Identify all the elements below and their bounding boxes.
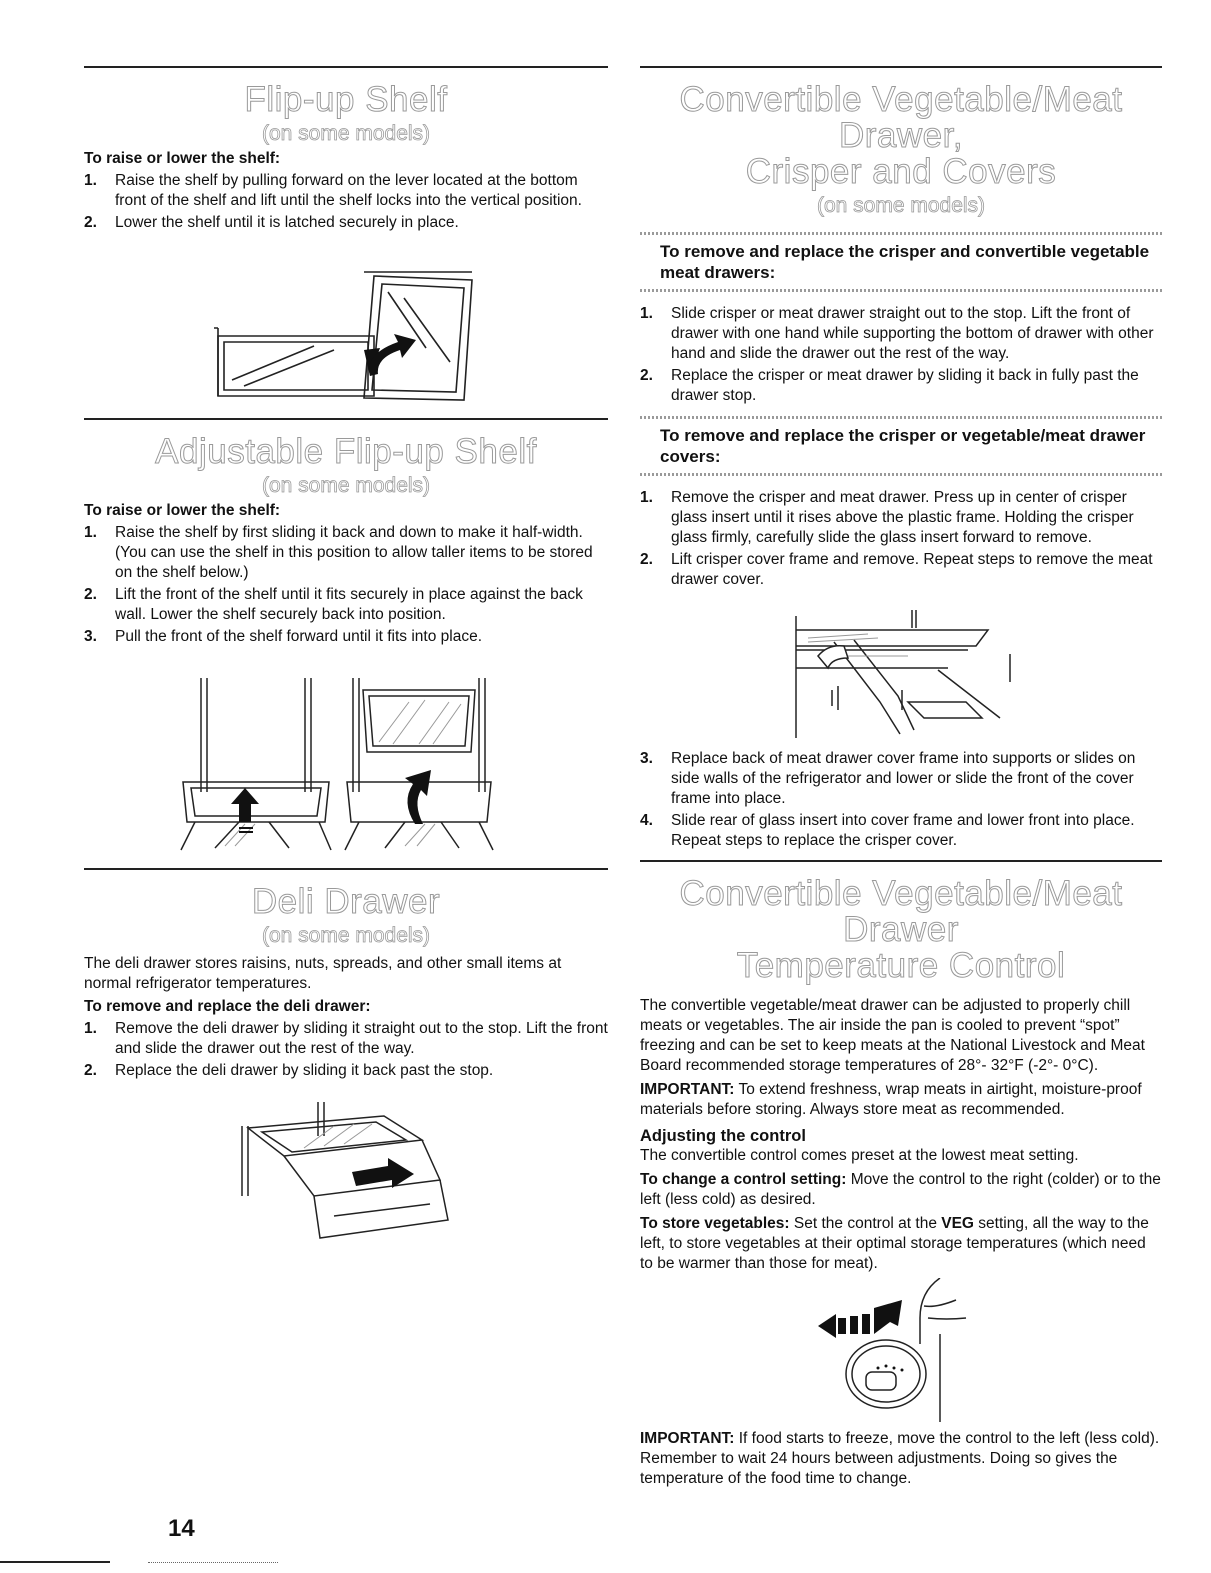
paragraph: The deli drawer stores raisins, nuts, spreads, and other small items at normal refrigerator temperatures. [84, 955, 562, 992]
step-item [84, 213, 608, 233]
step-number: 2. [640, 551, 653, 568]
step-text: Pull the front of the shelf forward until it fits into place. [115, 628, 483, 645]
step-text: Slide crisper or meat drawer straight out to the stop. Lift the front of drawer with one hand while supporting the bottom of drawer with other hand and slide the drawer out the rest of the way. [671, 305, 1154, 362]
step-number: 2. [84, 214, 97, 231]
step-text: Lower the shelf until it is latched securely in place. [115, 214, 459, 231]
inline-label: To change a control setting: [640, 1171, 847, 1188]
step-text: Slide rear of glass insert into cover frame and lower front into place. Repeat steps to replace the crisper cover. [671, 812, 1135, 849]
divider [84, 66, 608, 68]
step-item [84, 1061, 608, 1081]
instruction-lead: To remove and replace the deli drawer: [84, 998, 371, 1015]
step-number: 2. [84, 1062, 97, 1079]
inline-text: Move the control to the right (colder) or to the left (less cold) as desired. [640, 1171, 1161, 1208]
dotted-divider [640, 473, 1162, 476]
step-text: Replace back of meat drawer cover frame into supports or slides on side walls of the refrigerator and lower or slide the front of the cover frame into place. [671, 750, 1136, 807]
step-number: 1. [84, 1020, 97, 1037]
step-item [640, 304, 1162, 364]
temperature-control-illustration [816, 1278, 986, 1424]
adjustable-flip-up-shelf-section [84, 434, 608, 649]
adjustable-shelf-illustration [179, 672, 519, 852]
deli-drawer-section [84, 884, 608, 1083]
paragraph [640, 1214, 1162, 1274]
step-list [84, 171, 608, 233]
dotted-divider [640, 289, 1162, 292]
step-item [84, 1019, 608, 1059]
step-number: 1. [640, 305, 653, 322]
step-text: Raise the shelf by pulling forward on the lever located at the bottom front of the shelf and lift until the shelf locks into the vertical position. [115, 172, 582, 209]
section-title: Convertible Vegetable/Meat Drawer [679, 874, 1123, 949]
step-number: 1. [640, 489, 653, 506]
inline-text: setting, all the way to the left, to store vegetables at their optimal storage temperatures (which need to be warmer than those for meat). [640, 1215, 1149, 1272]
section-title: Flip-up Shelf [244, 80, 448, 119]
step-text: Raise the shelf by first sliding it back and down to make it half-width. (You can use the shelf in this position to allow taller items to be stored on the shelf below.) [115, 524, 593, 581]
step-list [640, 304, 1162, 406]
step-number: 1. [84, 524, 97, 541]
paragraph [640, 1170, 1162, 1210]
important-label: IMPORTANT: [640, 1081, 735, 1098]
inline-text: Set the control at the [789, 1215, 942, 1232]
divider [640, 860, 1162, 862]
page-number: 14 [168, 1515, 195, 1542]
step-list [84, 1019, 608, 1081]
important-label: IMPORTANT: [640, 1430, 735, 1447]
crisper-cover-illustration [788, 606, 1018, 742]
step-text: Lift crisper cover frame and remove. Repeat steps to remove the meat drawer cover. [671, 551, 1153, 588]
step-number: 1. [84, 172, 97, 189]
step-text: Replace the deli drawer by sliding it back past the stop. [115, 1062, 494, 1079]
step-item [640, 811, 1162, 851]
step-text: Replace the crisper or meat drawer by sliding it back in fully past the drawer stop. [671, 367, 1139, 404]
step-item [84, 627, 608, 647]
step-item [84, 171, 608, 211]
crisper-section [640, 82, 1162, 592]
inline-bold: VEG [941, 1215, 974, 1232]
section-subtitle: (on some models) [261, 474, 431, 497]
paragraph: The convertible vegetable/meat drawer can be adjusted to properly chill meats or vegetables. The air inside the pan is cooled to prevent “spot” freezing and can be set to keep meats at the National Livestock and Meat Board recommended storage temperatures of 28°- 32°F (-2°- 0°C). [640, 997, 1145, 1074]
instruction-heading: To remove and replace the crisper and convertible vegetable meat drawers: [660, 242, 1150, 282]
step-text: Remove the deli drawer by sliding it straight out to the stop. Lift the front and slide the drawer out the rest of the way. [115, 1020, 608, 1057]
instruction-lead: To raise or lower the shelf: [84, 502, 281, 519]
temperature-important-note [640, 1429, 1162, 1489]
inline-label: To store vegetables: [640, 1215, 790, 1232]
flip-up-shelf-illustration [214, 268, 484, 410]
section-subtitle: (on some models) [261, 122, 431, 145]
step-item [640, 488, 1162, 548]
step-item [640, 550, 1162, 590]
step-item [640, 366, 1162, 406]
temperature-control-section [640, 876, 1162, 1274]
step-item [640, 749, 1162, 809]
crisper-steps-continued [640, 747, 1162, 853]
instruction-heading: To remove and replace the crisper or vegetable/meat drawer covers: [660, 426, 1146, 466]
section-subtitle: (on some models) [816, 194, 986, 217]
section-title-line2: Crisper and Covers [745, 152, 1057, 191]
important-note [640, 1080, 1162, 1120]
step-text: Remove the crisper and meat drawer. Press up in center of crisper glass insert until it rises above the plastic frame. Holding the crisper glass firmly, carefully slide the glass insert forward to remove. [671, 489, 1134, 546]
divider [84, 418, 608, 420]
section-title: Adjustable Flip-up Shelf [155, 432, 537, 471]
step-list [640, 488, 1162, 590]
step-item [84, 523, 608, 583]
section-title: Convertible Vegetable/Meat Drawer, [679, 80, 1123, 155]
section-title-line2: Temperature Control [736, 946, 1066, 985]
step-number: 4. [640, 812, 653, 829]
important-text: To extend freshness, wrap meats in airtight, moisture-proof materials before storing. Always store meat as recommended. [640, 1081, 1142, 1118]
step-number: 2. [640, 367, 653, 384]
important-text: If food starts to freeze, move the control to the left (less cold). Remember to wait 24 hours between adjustments. Doing so gives the temperature of the food time to change. [640, 1430, 1160, 1487]
step-item [84, 585, 608, 625]
subheading: Adjusting the control [640, 1127, 806, 1145]
section-subtitle: (on some models) [261, 924, 431, 947]
step-number: 3. [84, 628, 97, 645]
instruction-lead: To raise or lower the shelf: [84, 150, 281, 167]
footer-rule [0, 1561, 110, 1563]
divider [640, 66, 1162, 68]
section-title: Deli Drawer [251, 882, 441, 921]
deli-drawer-illustration [234, 1096, 474, 1242]
divider [84, 868, 608, 870]
step-list [84, 523, 608, 647]
footer-rule [148, 1562, 278, 1563]
step-list [640, 749, 1162, 851]
step-number: 2. [84, 586, 97, 603]
step-number: 3. [640, 750, 653, 767]
flip-up-shelf-section [84, 82, 608, 235]
step-text: Lift the front of the shelf until it fits securely in place against the back wall. Lower the shelf securely back into position. [115, 586, 583, 623]
important-note [640, 1429, 1162, 1489]
paragraph: The convertible control comes preset at the lowest meat setting. [640, 1147, 1079, 1164]
